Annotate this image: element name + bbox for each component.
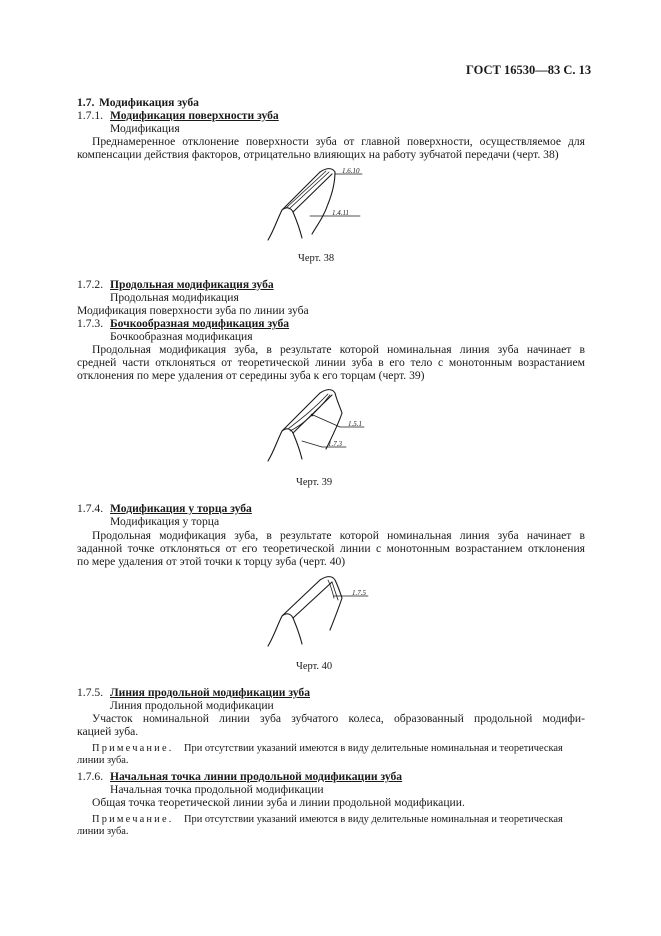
section-1-7-1-definition-line-2: компенсации действия факторов, отрицательно влияющих на работу зубчатой передачи (черт. 38) xyxy=(77,148,559,161)
figure-38-drawing xyxy=(262,164,372,246)
section-1-7-5-title: Линия продольной модификации зуба xyxy=(110,686,310,699)
section-1-7-6-note-line-2: линии зуба. xyxy=(77,826,129,837)
figure-39-label-a: 1.5.1 xyxy=(348,420,362,428)
page-header: ГОСТ 16530—83 С. 13 xyxy=(466,63,592,77)
figure-38-label-b: 1.4.11 xyxy=(332,209,349,217)
figure-39-label-b: 1.7.3 xyxy=(328,440,342,448)
section-1-7-3-term: Бочкообразная модификация xyxy=(110,330,253,343)
section-1-7-5-definition-line-2: кацией зуба. xyxy=(77,725,139,738)
section-1-7-4-definition-line-2: заданной точке отклоняться от его теоретической линии с монотонным возрастанием отклонения xyxy=(77,542,585,555)
section-1-7-5-definition-line-1: Участок номинальной линии зуба зубчатого колеса, образованный продольной модифи- xyxy=(92,712,585,725)
section-1-7-6-definition: Общая точка теоретической линии зуба и линии продольной модификации. xyxy=(92,796,465,809)
section-1-7-4-term: Модификация у торца xyxy=(110,515,220,528)
section-1-7-1-definition-line-1: Преднамеренное отклонение поверхности зуба от главной поверхности, осуществляемое для xyxy=(92,135,585,148)
figure-38-caption: Черт. 38 xyxy=(298,253,335,264)
section-1-7-2-definition: Модификация поверхности зуба по линии зуба xyxy=(77,304,309,317)
section-1-7-6-number: 1.7.6. xyxy=(77,770,104,783)
figure-40-drawing xyxy=(262,574,377,652)
section-1-7-1-title: Модификация поверхности зуба xyxy=(110,109,279,122)
section-1-7-number: 1.7. xyxy=(77,96,95,109)
figure-40-label-a: 1.7.5 xyxy=(352,589,366,597)
section-1-7-3-definition-line-1: Продольная модификация зуба, в результате которой номинальная линия зуба начинает в xyxy=(92,343,585,356)
section-1-7-1-term: Модификация xyxy=(110,122,180,135)
section-1-7-1-number: 1.7.1. xyxy=(77,109,104,122)
section-1-7-6-note-line-1: При отсутствии указаний имеются в виду делительные номинальная и теоретическая xyxy=(184,814,563,825)
section-1-7-5-note-label: Примечание. xyxy=(92,743,174,754)
figure-38-label-a: 1.6.10 xyxy=(342,167,360,175)
section-1-7-5-note-line-1: При отсутствии указаний имеются в виду делительные номинальная и теоретическая xyxy=(184,743,563,754)
section-1-7-3-title: Бочкообразная модификация зуба xyxy=(110,317,290,330)
section-1-7-title: Модификация зуба xyxy=(99,96,199,109)
section-1-7-3-definition-line-3: отклонения по мере удаления от середины зуба к его торцам (черт. 39) xyxy=(77,369,425,382)
section-1-7-2-title: Продольная модификация зуба xyxy=(110,278,274,291)
figure-39-drawing xyxy=(262,385,377,467)
section-1-7-4-definition-line-3: по мере удаления от этой точки к торцу зуба (черт. 40) xyxy=(77,555,346,568)
section-1-7-4-title: Модификация у торца зуба xyxy=(110,502,252,515)
section-1-7-3-definition-line-2: средней части отклоняться от теоретической линии зуба в его тело с монотонным возрастанием xyxy=(77,356,585,369)
figure-39-caption: Черт. 39 xyxy=(296,477,333,488)
section-1-7-2-number: 1.7.2. xyxy=(77,278,104,291)
section-1-7-5-number: 1.7.5. xyxy=(77,686,104,699)
section-1-7-5-note-line-2: линии зуба. xyxy=(77,755,129,766)
section-1-7-2-term: Продольная модификация xyxy=(110,291,239,304)
section-1-7-6-term: Начальная точка продольной модификации xyxy=(110,783,324,796)
section-1-7-6-note-label: Примечание. xyxy=(92,814,174,825)
section-1-7-5-term: Линия продольной модификации xyxy=(110,699,274,712)
section-1-7-4-definition-line-1: Продольная модификация зуба, в результате которой номинальная линия зуба начинает в xyxy=(92,529,585,542)
section-1-7-4-number: 1.7.4. xyxy=(77,502,104,515)
figure-40-caption: Черт. 40 xyxy=(296,661,333,672)
section-1-7-6-title: Начальная точка линии продольной модификации зуба xyxy=(110,770,403,783)
section-1-7-3-number: 1.7.3. xyxy=(77,317,104,330)
